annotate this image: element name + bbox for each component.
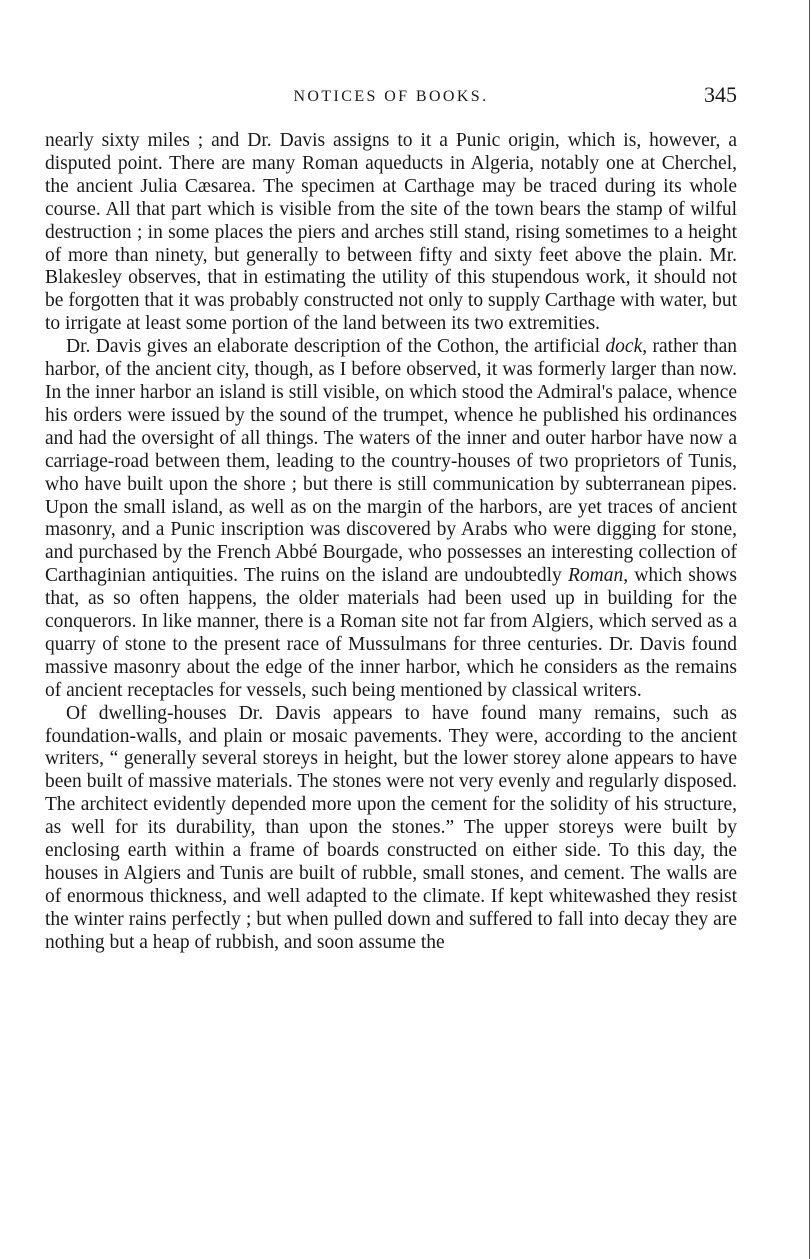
paragraph-cothon: Dr. Davis gives an elaborate description of the Cothon, the artificial dock, rather than harbor, of the ancient city, though, as I before observed, it was formerly larger than now. In the inner harbor an island is still visible, on which stood the Admiral's palace, whence his orders were issued by the sound of the trumpet, whence he published his ordinances and had the oversight of all things. The waters of the inner and outer harbor have now a carriage-road between them, leading to the country-houses of two proprietors of Tunis, who have built upon the shore ; but there is still communication by subterranean pipes. Upon the small island, as well as on the margin of the harbors, are yet traces of ancient masonry, and a Punic inscription was discovered by Arabs who were digging for stone, and purchased by the French Abbé Bourgade, who possesses an interesting collection of Carthaginian antiquities. The ruins on the island are undoubtedly Roman, which shows that, as so often happens, the older materials had been used up in building for the conquerors. In like manner, there is a Roman site not far from Algiers, which served as a quarry of stone to the present race of Mussulmans for three centuries. Dr. Davis found massive masonry about the edge of the inner harbor, which he considers as the remains of ancient receptacles for vessels, such being mentioned by classical writers. — [45, 336, 737, 701]
running-title: NOTICES OF BOOKS. — [293, 88, 489, 105]
paragraph-continued: nearly sixty miles ; and Dr. Davis assigns to it a Punic origin, which is, however, a disputed point. There are many Roman aqueducts in Algeria, notably one at Cherchel, the ancient Julia Cæsarea. The specimen at Carthage may be traced during its whole course. All that part which is visible from the site of the town bears the stamp of wilful destruction ; in some places the piers and arches still stand, rising sometimes to a height of more than ninety, but generally to between fifty and sixty feet above the plain. Mr. Blakesley observes, that in estimating the utility of this stupendous work, it should not be forgotten that it was probably constructed not only to supply Carthage with water, but to irrigate at least some portion of the land between its two extremities. — [45, 130, 737, 335]
paragraph-dwelling-houses: Of dwelling-houses Dr. Davis appears to have found many remains, such as foundation-walls, and plain or mosaic pavements. They were, according to the ancient writers, “ generally several storeys in height, but the lower storey alone appears to have been built of massive materials. The stones were not very evenly and regularly disposed. The architect evidently depended more upon the cement for the solidity of his structure, as well for its durability, than upon the stones.” The upper storeys were built by enclosing earth within a frame of boards constructed on either side. To this day, the houses in Algiers and Tunis are built of rubble, small stones, and cement. The walls are of enormous thickness, and well adapted to the climate. If kept whitewashed they resist the winter rains perfectly ; but when pulled down and suffered to fall into decay they are nothing but a heap of rubbish, and soon assume the — [45, 702, 737, 953]
page-edge-line — [809, 0, 810, 1259]
body-text — [45, 130, 737, 955]
page-number: 345 — [704, 82, 737, 107]
running-head — [45, 84, 737, 114]
